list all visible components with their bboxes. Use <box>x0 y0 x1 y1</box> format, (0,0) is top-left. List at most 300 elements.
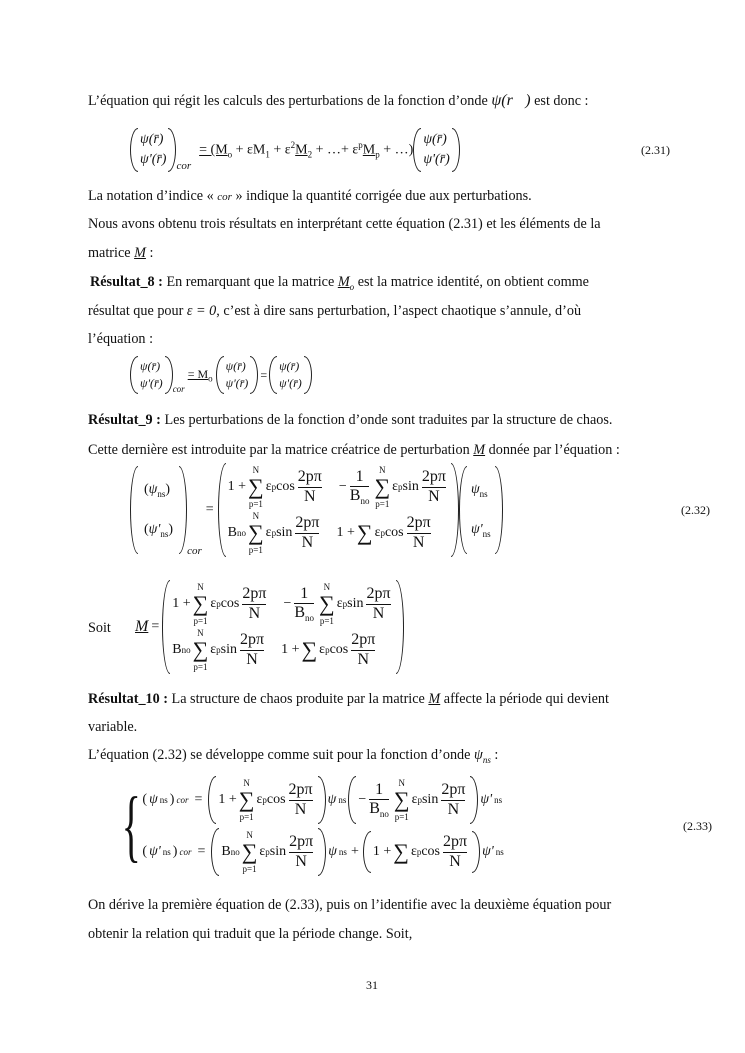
coef <box>363 831 480 873</box>
sum-lower: p=1 <box>193 662 208 672</box>
sub: p <box>375 149 380 160</box>
cor: cor <box>179 847 192 857</box>
numerator: 2pπ <box>288 781 313 799</box>
sin-term <box>358 778 468 822</box>
sum-lower: p=1 <box>375 499 390 509</box>
cos: cos <box>421 844 440 859</box>
exponent: p <box>271 482 277 492</box>
sum-lower: p=1 <box>239 812 254 822</box>
psi-prime: ψ'(r̄) <box>423 152 450 167</box>
cos-term <box>336 514 433 552</box>
sub: ns <box>160 528 169 539</box>
denominator <box>294 604 314 624</box>
denominator: N <box>246 650 258 668</box>
paren: ) <box>169 792 175 807</box>
numerator: 1 <box>375 780 384 798</box>
sigma: ∑ <box>393 787 410 812</box>
numerator: 2pπ <box>441 781 466 799</box>
b: B <box>349 486 361 504</box>
cos: cos <box>266 792 286 807</box>
matrix-m-definition <box>135 580 404 674</box>
b-sub: no <box>379 809 389 820</box>
epsilon: ε <box>319 642 326 657</box>
psi-ns <box>471 482 491 499</box>
text: : <box>149 245 154 261</box>
matrix-m: M <box>135 618 149 635</box>
fraction <box>240 631 264 669</box>
psi: ψ(r̄) <box>423 132 447 147</box>
matrix-row <box>172 582 393 626</box>
sub: ns <box>482 754 491 765</box>
paren: ) <box>165 481 171 497</box>
psi-vector <box>130 128 176 172</box>
matrix-m: M <box>473 442 486 458</box>
equation-number: (2.31) <box>641 142 670 157</box>
fraction <box>350 468 370 507</box>
psi: ψ <box>148 481 158 497</box>
exponent: p <box>271 528 277 538</box>
m0: = (M <box>199 142 228 158</box>
term: + εM <box>235 142 266 158</box>
sum <box>239 778 255 822</box>
exponent: p <box>216 599 221 609</box>
sum <box>393 840 409 864</box>
cor: cor <box>176 795 189 805</box>
paragraph-line: l’équation : <box>88 331 154 347</box>
text: est donc : <box>534 93 589 109</box>
exponent: p <box>216 645 221 655</box>
cor: cor <box>217 191 232 203</box>
sigma: ∑ <box>247 520 264 545</box>
b: B <box>172 642 182 657</box>
term: + …+ ε <box>315 142 359 158</box>
exponent: p <box>262 795 267 805</box>
cos-term <box>228 465 325 509</box>
sum <box>374 465 390 509</box>
sub: o <box>208 373 213 384</box>
sub: ns <box>338 847 347 857</box>
psi-prime: ψ'(r̄) <box>140 152 167 167</box>
denominator <box>350 487 370 507</box>
sum-upper: N <box>252 465 260 475</box>
cos-term <box>218 778 315 822</box>
fraction <box>242 585 266 623</box>
denominator: N <box>295 852 307 870</box>
sum <box>248 511 264 555</box>
sin-term <box>172 628 267 672</box>
psi-prime: ψ' <box>482 844 494 859</box>
m2: M <box>295 142 308 158</box>
psi-ns <box>144 482 173 499</box>
exponent: p <box>416 847 422 857</box>
denominator: N <box>301 533 314 551</box>
psi: ψ <box>328 844 337 859</box>
minus: − <box>338 479 347 494</box>
psi-vector <box>413 128 459 172</box>
paragraph-line: variable. <box>88 719 138 735</box>
sigma: ∑ <box>393 839 409 864</box>
one-plus: 1 + <box>172 596 191 611</box>
text: résultat que pour <box>88 303 184 319</box>
matrix-row <box>172 628 393 672</box>
exponent: p <box>342 599 348 609</box>
paren: ( <box>144 521 149 537</box>
mp: M <box>362 142 376 158</box>
numerator: 2pπ <box>351 631 376 649</box>
psi-prime: ψ'(r̄) <box>140 376 163 390</box>
b: B <box>294 603 306 621</box>
sin: sin <box>220 642 237 657</box>
numerator: 2pπ <box>240 631 265 649</box>
psi-vector <box>130 356 173 394</box>
fraction <box>441 781 465 819</box>
sub: ns <box>494 795 503 805</box>
epsilon: ε <box>374 525 381 540</box>
sum-lower: p=1 <box>319 616 334 626</box>
sum-upper: N <box>323 582 331 592</box>
denominator: N <box>447 800 460 818</box>
numerator: 2pπ <box>421 468 446 486</box>
sigma: ∑ <box>192 637 209 662</box>
intro-line <box>88 92 589 110</box>
sub: o <box>227 149 233 160</box>
sin: sin <box>402 479 419 494</box>
cos: cos <box>329 642 349 657</box>
paren: ) <box>172 844 178 859</box>
one-plus: 1 + <box>281 642 300 657</box>
epsilon: ε <box>210 596 217 611</box>
numerator: 2pπ <box>295 514 320 532</box>
plus: + <box>350 844 359 859</box>
fraction <box>366 585 390 623</box>
exponent: p <box>265 847 270 857</box>
paren: ( <box>144 481 149 497</box>
sum <box>357 521 373 545</box>
sup: p <box>358 140 363 151</box>
sum <box>193 628 209 672</box>
paren: ( <box>142 792 148 807</box>
system-rows <box>142 776 503 876</box>
fraction <box>298 468 322 506</box>
epsilon: ε <box>336 596 343 611</box>
sub: ns <box>495 847 504 857</box>
epsilon: ε <box>265 525 272 540</box>
sigma: ∑ <box>192 591 209 616</box>
equals: = <box>205 502 214 517</box>
psi: ψ <box>149 792 158 807</box>
sin-term <box>339 465 449 509</box>
text: L’équation (2.32) se développe comme suit pour la fonction d’onde <box>88 747 471 763</box>
paragraph-line <box>88 245 153 262</box>
soit-label: Soit <box>88 620 111 636</box>
left-brace: { <box>121 782 141 870</box>
perturbation-matrix <box>218 463 459 557</box>
psi-prime-ns <box>471 522 491 539</box>
denominator: N <box>428 487 440 505</box>
psi-ns-vector <box>459 466 503 554</box>
sum <box>301 638 317 662</box>
fraction <box>289 833 313 871</box>
sum <box>394 778 410 822</box>
sum-lower: p=1 <box>193 616 208 626</box>
equation-2-33 <box>112 776 712 876</box>
equals: = <box>197 844 206 859</box>
one-plus: 1 + <box>372 844 392 859</box>
denominator: N <box>412 533 425 551</box>
sigma: ∑ <box>319 591 335 616</box>
sigma: ∑ <box>374 474 391 499</box>
numerator: 2pπ <box>297 468 322 486</box>
psi-prime: ψ'(r̄) <box>279 376 302 390</box>
sigma: ∑ <box>238 787 255 812</box>
equals: = <box>260 367 268 382</box>
denominator: N <box>357 650 370 668</box>
minus: − <box>283 596 292 611</box>
matrix-m: M <box>337 274 350 290</box>
sin: sin <box>269 844 287 859</box>
sin: sin <box>421 792 439 807</box>
cos-term <box>281 631 378 669</box>
denominator: N <box>304 487 316 505</box>
denominator: N <box>449 852 461 870</box>
text: Cette dernière est introduite par la matrice créatrice de perturbation <box>88 442 470 458</box>
matrix-m: M <box>428 691 441 707</box>
numerator: 2pπ <box>366 585 391 603</box>
sin-term <box>221 830 316 874</box>
fraction <box>351 631 375 669</box>
epsilon: ε <box>410 844 417 859</box>
denominator: N <box>372 604 385 622</box>
paren: ) <box>168 521 174 537</box>
coef <box>211 828 326 876</box>
text: La notation d’indice « <box>88 188 214 204</box>
paragraph-line <box>88 747 498 765</box>
psi: ψ <box>474 747 483 763</box>
text: La structure de chaos produite par la matrice <box>171 691 425 707</box>
epsilon: ε <box>392 479 399 494</box>
psi: ψ(r̄) <box>140 132 164 147</box>
result-10-line <box>88 691 609 708</box>
cor-subscript: cor <box>172 384 185 394</box>
sub: ns <box>157 488 166 499</box>
sup: 2 <box>290 140 296 151</box>
minus: − <box>358 792 367 807</box>
result-label: Résultat_8 : <box>90 274 163 290</box>
sum-upper: N <box>246 830 253 840</box>
identity-equation <box>130 356 312 394</box>
matrix-row <box>228 465 449 509</box>
cor-subscript: cor <box>176 160 192 172</box>
sub: ns <box>482 528 491 539</box>
sum <box>248 465 264 509</box>
text: L’équation qui régit les calculs des perturbations de la fonction d’onde <box>88 93 488 109</box>
cor-subscript: cor <box>187 545 202 557</box>
one-plus: 1 + <box>227 479 247 494</box>
sub: o <box>349 281 355 292</box>
paragraph-line: obtenir la relation qui traduit que la période change. Soit, <box>88 926 413 942</box>
matrix-row <box>228 511 449 555</box>
equation-2-31 <box>130 128 670 172</box>
sum-upper: N <box>243 778 250 788</box>
term: + ε <box>273 142 291 158</box>
paragraph-line <box>88 442 620 459</box>
epsilon: ε <box>256 792 263 807</box>
numerator: 1 <box>355 467 364 485</box>
text: est la matrice identité, on obtient comme <box>357 274 589 290</box>
text: donnée par l’équation : <box>488 442 620 458</box>
equation-number: (2.33) <box>683 818 712 833</box>
sub: ns <box>162 847 171 857</box>
coef <box>348 776 478 824</box>
sum-upper: N <box>379 465 386 475</box>
epsilon-zero: ε = 0 <box>186 303 217 319</box>
sum-upper: N <box>252 511 260 521</box>
exponent: p <box>325 645 330 655</box>
system-row-1 <box>142 776 503 824</box>
paragraph-line <box>88 188 532 205</box>
b: B <box>227 525 237 540</box>
cos: cos <box>220 596 240 611</box>
b-sub: no <box>236 528 246 538</box>
sum-lower: p=1 <box>242 864 257 874</box>
text: En remarquant que la matrice <box>166 274 335 290</box>
psi-r: ψ(r⃗) <box>491 92 531 109</box>
fraction <box>407 514 431 552</box>
epsilon: ε <box>259 844 266 859</box>
sum <box>242 830 258 874</box>
result-label: Résultat_9 : <box>88 412 161 428</box>
text: affecte la période qui devient <box>443 691 609 707</box>
cos: cos <box>384 525 404 540</box>
sum-lower: p=1 <box>394 812 409 822</box>
psi-prime: ψ' <box>149 844 161 859</box>
fraction <box>369 781 389 820</box>
sum-upper: N <box>197 582 204 592</box>
b-sub: no <box>181 645 191 655</box>
rhs <box>199 140 413 159</box>
result-9-line <box>88 412 612 429</box>
text: Les perturbations de la fonction d’onde sont traduites par la structure de chaos. <box>164 412 613 428</box>
sub: 1 <box>265 149 270 160</box>
coef <box>208 776 325 824</box>
numerator: 2pπ <box>242 585 267 603</box>
exponent: p <box>398 482 403 492</box>
sub: 2 <box>307 149 313 160</box>
psi-vector <box>216 356 259 394</box>
sigma: ∑ <box>356 520 373 545</box>
numerator: 2pπ <box>289 833 314 851</box>
b-sub: no <box>305 613 315 624</box>
psi: ψ <box>327 792 337 807</box>
matrix-m: M <box>134 245 146 261</box>
numerator: 1 <box>300 584 309 602</box>
paragraph-line <box>88 303 581 320</box>
sum <box>319 582 335 626</box>
psi-ns-vector <box>130 466 187 554</box>
denominator <box>369 800 389 820</box>
system-row-2 <box>142 828 503 876</box>
b-sub: no <box>230 847 240 857</box>
equals: = <box>151 619 160 634</box>
denominator: N <box>294 800 307 818</box>
result-label: Résultat_10 : <box>88 691 168 707</box>
sum-upper: N <box>398 778 405 788</box>
paragraph-line: On dérive la première équation de (2.33), puis on l’identifie avec la deuxième équation pour <box>88 897 612 913</box>
sin-term <box>228 511 323 555</box>
text: : <box>494 747 499 763</box>
b-sub: no <box>360 496 370 507</box>
sum-lower: p=1 <box>248 545 263 555</box>
page-number: 31 <box>366 978 378 992</box>
equals-m0 <box>188 367 213 383</box>
numerator: 2pπ <box>443 833 468 851</box>
one-plus: 1 + <box>218 792 237 807</box>
psi-prime-ns <box>144 522 173 539</box>
text: » indique la quantité corrigée due aux perturbations. <box>235 188 532 204</box>
sigma: ∑ <box>248 474 264 499</box>
denominator: N <box>248 604 261 622</box>
numerator: 2pπ <box>406 514 431 532</box>
psi: ψ(r̄) <box>225 359 246 373</box>
cos: cos <box>276 479 295 494</box>
sin: sin <box>347 596 364 611</box>
sigma: ∑ <box>301 637 318 662</box>
psi-prime: ψ' <box>480 792 493 807</box>
sin: sin <box>276 525 293 540</box>
fraction <box>294 585 314 624</box>
sub: ns <box>338 795 347 805</box>
psi-vector <box>269 356 312 394</box>
psi-prime: ψ'(r̄) <box>225 376 249 390</box>
sigma: ∑ <box>241 839 258 864</box>
fraction <box>295 514 319 552</box>
sum-upper: N <box>197 628 204 638</box>
perturbation-matrix <box>162 580 403 674</box>
equals: = <box>194 792 203 807</box>
b: B <box>369 799 380 817</box>
psi: ψ(r̄) <box>140 359 161 373</box>
epsilon: ε <box>210 642 217 657</box>
epsilon: ε <box>265 479 272 494</box>
equation-number: (2.32) <box>681 502 710 517</box>
one-plus: 1 + <box>336 525 355 540</box>
cos-term <box>373 833 470 871</box>
fraction <box>289 781 313 819</box>
sub: ns <box>479 488 488 499</box>
result-8-line <box>90 274 589 292</box>
equation-2-32 <box>130 463 710 557</box>
exponent: p <box>380 528 385 538</box>
m0: = M <box>187 366 209 381</box>
text: , c’est à dire sans perturbation, l’aspect chaotique s’annule, d’où <box>216 303 582 319</box>
sum <box>193 582 209 626</box>
b: B <box>221 844 231 859</box>
sub: ns <box>159 795 168 805</box>
fraction <box>422 468 446 506</box>
psi: ψ(r̄) <box>279 359 300 373</box>
sin-term <box>283 582 393 626</box>
paren: ( <box>142 844 148 859</box>
fraction <box>443 833 467 871</box>
psi: ψ' <box>470 521 483 537</box>
psi: ψ' <box>148 521 161 537</box>
epsilon: ε <box>411 792 418 807</box>
cos-term <box>172 582 269 626</box>
sum-lower: p=1 <box>248 499 263 509</box>
text: matrice <box>88 245 131 261</box>
term: + …) <box>383 142 414 158</box>
exponent: p <box>417 795 422 805</box>
